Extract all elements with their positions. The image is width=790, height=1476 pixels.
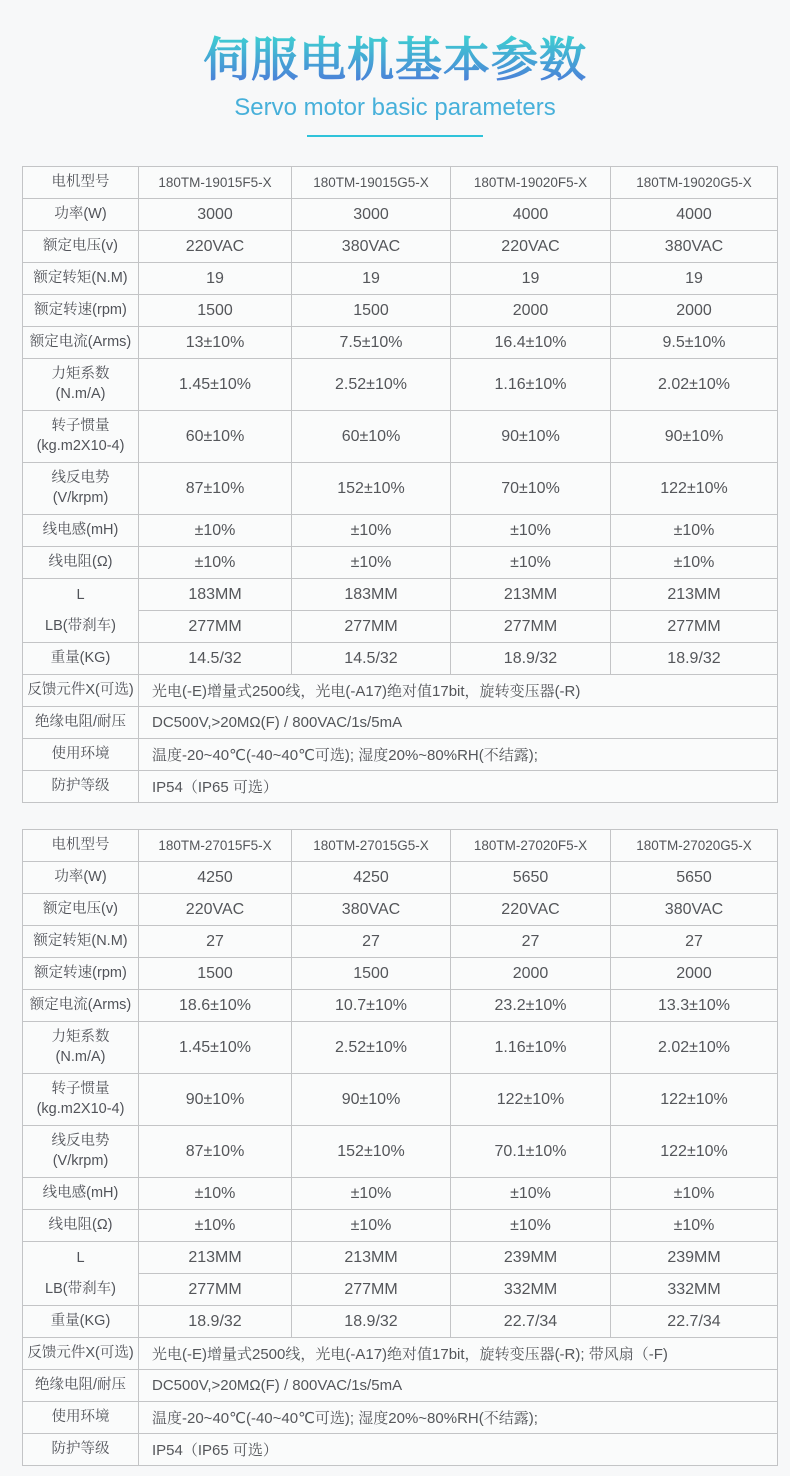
row-label-text: 转子惯量 <box>51 1080 110 1097</box>
row-label <box>23 643 139 675</box>
spec-note-cell: IP54（IP65 可选） <box>139 771 778 803</box>
spec-cell: 19 <box>451 263 611 295</box>
row-label <box>23 894 139 926</box>
row-label <box>23 830 139 862</box>
row-label-text: 反馈元件X(可选) <box>27 1344 134 1361</box>
spec-cell: 18.9/32 <box>611 643 778 675</box>
row-label <box>23 926 139 958</box>
row-label <box>23 327 139 359</box>
table-footer-row <box>23 1434 778 1466</box>
spec-cell: 19 <box>292 263 451 295</box>
row-label-text: 力矩系数 <box>51 365 110 382</box>
spec-cell: 16.4±10% <box>451 327 611 359</box>
table-row <box>23 1242 778 1274</box>
spec-cell: 2000 <box>611 958 778 990</box>
row-label <box>23 1402 139 1434</box>
spec-table-1-body <box>23 167 778 803</box>
row-label-text: 重量(KG) <box>50 649 111 666</box>
spec-cell: 277MM <box>139 611 292 643</box>
table-footer-row <box>23 1402 778 1434</box>
spec-cell: 3000 <box>139 199 292 231</box>
spec-cell: 5650 <box>451 862 611 894</box>
spec-cell: 14.5/32 <box>139 643 292 675</box>
spec-cell: ±10% <box>611 1178 778 1210</box>
row-label <box>23 1074 139 1126</box>
table-row <box>23 359 778 411</box>
spec-cell: 380VAC <box>611 231 778 263</box>
spec-cell: 122±10% <box>611 1074 778 1126</box>
spec-cell: 277MM <box>292 1274 451 1306</box>
spec-cell: ±10% <box>292 515 451 547</box>
table-row <box>23 990 778 1022</box>
row-label-text: 功率(W) <box>54 205 107 222</box>
spec-cell: 183MM <box>139 579 292 611</box>
spec-cell: 1500 <box>292 958 451 990</box>
table-row <box>23 643 778 675</box>
row-label-text: 绝缘电阻/耐压 <box>34 713 127 730</box>
table-row <box>23 1074 778 1126</box>
spec-cell: 122±10% <box>611 1126 778 1178</box>
spec-cell: 22.7/34 <box>611 1306 778 1338</box>
spec-note-cell: DC500V,>20MΩ(F) / 800VAC/1s/5mA <box>139 1370 778 1402</box>
spec-cell: 4250 <box>292 862 451 894</box>
table-footer-row <box>23 771 778 803</box>
row-label <box>23 862 139 894</box>
spec-cell: 213MM <box>451 579 611 611</box>
spec-cell: ±10% <box>292 547 451 579</box>
row-label-text: 额定转矩(N.M) <box>33 932 128 949</box>
spec-cell: 332MM <box>451 1274 611 1306</box>
spec-cell: 7.5±10% <box>292 327 451 359</box>
spec-cell: 332MM <box>611 1274 778 1306</box>
row-label-group-wrap <box>23 1243 138 1305</box>
row-label <box>23 739 139 771</box>
row-label <box>23 167 139 199</box>
spec-note-cell: 温度-20~40℃(-40~40℃可选); 湿度20%~80%RH(不结露); <box>139 739 778 771</box>
table-row <box>23 547 778 579</box>
spec-table-1 <box>22 166 778 803</box>
row-label-text: 重量(KG) <box>50 1312 111 1329</box>
spec-cell: 22.7/34 <box>451 1306 611 1338</box>
spec-cell: 122±10% <box>451 1074 611 1126</box>
spec-cell: 1500 <box>139 295 292 327</box>
spec-cell: 180TM-19015F5-X <box>139 167 292 199</box>
row-label-text: 额定电压(v) <box>43 237 118 254</box>
spec-cell: 27 <box>611 926 778 958</box>
spec-cell: 18.6±10% <box>139 990 292 1022</box>
row-label-text: 防护等级 <box>51 1440 110 1457</box>
row-label <box>23 295 139 327</box>
spec-cell: ±10% <box>292 1178 451 1210</box>
spec-cell: 220VAC <box>451 894 611 926</box>
spec-cell: 180TM-27015G5-X <box>292 830 451 862</box>
spec-cell: 23.2±10% <box>451 990 611 1022</box>
spec-note-cell: DC500V,>20MΩ(F) / 800VAC/1s/5mA <box>139 707 778 739</box>
table-row <box>23 1178 778 1210</box>
spec-cell: 60±10% <box>139 411 292 463</box>
spec-cell: 239MM <box>611 1242 778 1274</box>
row-label-text: 额定电压(v) <box>43 900 118 917</box>
row-label-sub: (kg.m2X10-4) <box>36 437 125 454</box>
table-row <box>23 1210 778 1242</box>
spec-cell: 1500 <box>139 958 292 990</box>
spec-cell: 2.52±10% <box>292 359 451 411</box>
spec-cell: 2000 <box>611 295 778 327</box>
row-label-text: 力矩系数 <box>51 1028 110 1045</box>
spec-cell: 277MM <box>451 611 611 643</box>
row-label-text: 线电阻(Ω) <box>48 553 113 570</box>
spec-cell: ±10% <box>451 1178 611 1210</box>
table-row <box>23 327 778 359</box>
spec-cell: 27 <box>139 926 292 958</box>
spec-cell: 180TM-19020F5-X <box>451 167 611 199</box>
row-label: L <box>76 586 85 603</box>
spec-cell: 380VAC <box>611 894 778 926</box>
row-label <box>23 1370 139 1402</box>
spec-cell: 2000 <box>451 958 611 990</box>
row-label-sub: (N.m/A) <box>55 385 106 402</box>
spec-cell: 90±10% <box>611 411 778 463</box>
spec-cell: 90±10% <box>292 1074 451 1126</box>
row-label <box>23 707 139 739</box>
spec-cell: 1.45±10% <box>139 359 292 411</box>
spec-cell: 152±10% <box>292 463 451 515</box>
spec-cell: 2.52±10% <box>292 1022 451 1074</box>
spec-cell: 277MM <box>139 1274 292 1306</box>
row-label-text: 使用环境 <box>51 745 110 762</box>
spec-cell: 1500 <box>292 295 451 327</box>
table-row <box>23 926 778 958</box>
table-row <box>23 167 778 199</box>
spec-cell: 2.02±10% <box>611 359 778 411</box>
spec-note-cell: 光电(-E)增量式2500线，光电(-A17)绝对值17bit，旋转变压器(-R); 带风扇（-F) <box>139 1338 778 1370</box>
row-label <box>23 1022 139 1074</box>
row-label: L <box>76 1249 85 1266</box>
spec-cell: 4000 <box>611 199 778 231</box>
table-footer-row <box>23 675 778 707</box>
table-row <box>23 515 778 547</box>
spec-cell: ±10% <box>139 1178 292 1210</box>
row-label-group-wrap <box>23 580 138 642</box>
spec-table-2-body <box>23 830 778 1466</box>
row-label <box>23 1434 139 1466</box>
row-label-text: 线反电势 <box>51 469 110 486</box>
row-label-text: 额定转矩(N.M) <box>33 269 128 286</box>
table-row <box>23 958 778 990</box>
spec-cell: 183MM <box>292 579 451 611</box>
row-label-text: 额定转速(rpm) <box>34 964 127 981</box>
spec-cell: 1.45±10% <box>139 1022 292 1074</box>
spec-cell: 90±10% <box>451 411 611 463</box>
spec-cell: ±10% <box>451 547 611 579</box>
spec-cell: 122±10% <box>611 463 778 515</box>
spec-cell: 213MM <box>292 1242 451 1274</box>
spec-note-cell: IP54（IP65 可选） <box>139 1434 778 1466</box>
spec-table-2 <box>22 829 778 1466</box>
table-row <box>23 894 778 926</box>
spec-cell: 2000 <box>451 295 611 327</box>
table-footer-row <box>23 739 778 771</box>
spec-cell: 380VAC <box>292 231 451 263</box>
table-row <box>23 830 778 862</box>
row-label <box>23 1178 139 1210</box>
table-footer-row <box>23 1338 778 1370</box>
spec-cell: 9.5±10% <box>611 327 778 359</box>
table-row <box>23 263 778 295</box>
row-label <box>23 231 139 263</box>
table-row <box>23 1022 778 1074</box>
table-row <box>23 231 778 263</box>
row-label-text: 转子惯量 <box>51 417 110 434</box>
spec-cell: 13±10% <box>139 327 292 359</box>
spec-cell: 277MM <box>292 611 451 643</box>
spec-cell: 70.1±10% <box>451 1126 611 1178</box>
row-label-group <box>23 1242 139 1306</box>
row-label-text: 使用环境 <box>51 1408 110 1425</box>
spec-cell: 2.02±10% <box>611 1022 778 1074</box>
spec-cell: 27 <box>292 926 451 958</box>
row-label-text: 功率(W) <box>54 868 107 885</box>
row-label-text: 额定转速(rpm) <box>34 301 127 318</box>
spec-cell: ±10% <box>139 515 292 547</box>
spec-cell: 4250 <box>139 862 292 894</box>
spec-cell: 220VAC <box>139 894 292 926</box>
spec-cell: 10.7±10% <box>292 990 451 1022</box>
spec-cell: 18.9/32 <box>451 643 611 675</box>
spec-cell: 14.5/32 <box>292 643 451 675</box>
table-row <box>23 463 778 515</box>
spec-cell: 5650 <box>611 862 778 894</box>
table-row <box>23 579 778 611</box>
spec-cell: ±10% <box>611 1210 778 1242</box>
row-label <box>23 411 139 463</box>
page-title: 伺服电机基本参数 <box>203 33 587 86</box>
spec-cell: ±10% <box>611 515 778 547</box>
table-row <box>23 295 778 327</box>
table-footer-row <box>23 707 778 739</box>
spec-cell: 180TM-27015F5-X <box>139 830 292 862</box>
table-row <box>23 1306 778 1338</box>
row-label <box>23 547 139 579</box>
row-label <box>23 675 139 707</box>
spec-cell: 18.9/32 <box>292 1306 451 1338</box>
row-label <box>23 463 139 515</box>
spec-cell: 380VAC <box>292 894 451 926</box>
spec-cell: 1.16±10% <box>451 1022 611 1074</box>
row-label-sub: (V/krpm) <box>52 489 109 506</box>
spec-cell: 152±10% <box>292 1126 451 1178</box>
row-label-text: 反馈元件X(可选) <box>27 681 134 698</box>
spec-cell: 220VAC <box>451 231 611 263</box>
row-label-sub: (V/krpm) <box>52 1152 109 1169</box>
spec-note-cell: 光电(-E)增量式2500线，光电(-A17)绝对值17bit，旋转变压器(-R) <box>139 675 778 707</box>
row-label <box>23 990 139 1022</box>
row-label-sub: (kg.m2X10-4) <box>36 1100 125 1117</box>
table-row <box>23 862 778 894</box>
row-label-text: 线电感(mH) <box>42 521 119 538</box>
spec-note-cell: 温度-20~40℃(-40~40℃可选); 湿度20%~80%RH(不结露); <box>139 1402 778 1434</box>
spec-cell: 213MM <box>611 579 778 611</box>
spec-cell: 180TM-27020G5-X <box>611 830 778 862</box>
table-row <box>23 411 778 463</box>
row-label-text: 线电感(mH) <box>42 1184 119 1201</box>
row-label: LB(带刹车) <box>45 617 116 634</box>
page-header <box>0 0 790 137</box>
spec-cell: 239MM <box>451 1242 611 1274</box>
row-label-sub: (N.m/A) <box>55 1048 106 1065</box>
spec-cell: 180TM-19015G5-X <box>292 167 451 199</box>
row-label <box>23 771 139 803</box>
table-footer-row <box>23 1370 778 1402</box>
spec-cell: ±10% <box>451 515 611 547</box>
spec-cell: 19 <box>611 263 778 295</box>
row-label <box>23 199 139 231</box>
row-label-text: 电机型号 <box>51 836 110 853</box>
spec-cell: 27 <box>451 926 611 958</box>
row-label-text: 额定电流(Arms) <box>29 996 132 1013</box>
spec-cell: ±10% <box>451 1210 611 1242</box>
row-label-text: 防护等级 <box>51 777 110 794</box>
row-label-text: 电机型号 <box>51 173 110 190</box>
row-label-group <box>23 579 139 643</box>
spec-cell: 70±10% <box>451 463 611 515</box>
row-label-text: 线反电势 <box>51 1132 110 1149</box>
row-label <box>23 263 139 295</box>
spec-cell: 220VAC <box>139 231 292 263</box>
title-underline <box>307 135 483 137</box>
row-label-text: 绝缘电阻/耐压 <box>34 1376 127 1393</box>
spec-cell: 60±10% <box>292 411 451 463</box>
spec-cell: ±10% <box>139 1210 292 1242</box>
spec-cell: 3000 <box>292 199 451 231</box>
spec-cell: 180TM-19020G5-X <box>611 167 778 199</box>
page-subtitle: Servo motor basic parameters <box>234 94 556 122</box>
row-label <box>23 515 139 547</box>
table-row <box>23 1126 778 1178</box>
spec-cell: 1.16±10% <box>451 359 611 411</box>
row-label <box>23 1306 139 1338</box>
row-label: LB(带刹车) <box>45 1280 116 1297</box>
spec-cell: 213MM <box>139 1242 292 1274</box>
spec-cell: ±10% <box>611 547 778 579</box>
spec-cell: 277MM <box>611 611 778 643</box>
spec-cell: 13.3±10% <box>611 990 778 1022</box>
row-label-text: 线电阻(Ω) <box>48 1216 113 1233</box>
spec-cell: 87±10% <box>139 463 292 515</box>
row-label <box>23 1210 139 1242</box>
spec-cell: 4000 <box>451 199 611 231</box>
table-row <box>23 199 778 231</box>
row-label <box>23 1126 139 1178</box>
row-label <box>23 958 139 990</box>
spec-cell: 18.9/32 <box>139 1306 292 1338</box>
row-label <box>23 359 139 411</box>
spec-cell: ±10% <box>139 547 292 579</box>
row-label-text: 额定电流(Arms) <box>29 333 132 350</box>
spec-cell: 87±10% <box>139 1126 292 1178</box>
spec-cell: 90±10% <box>139 1074 292 1126</box>
spec-cell: 180TM-27020F5-X <box>451 830 611 862</box>
spec-cell: ±10% <box>292 1210 451 1242</box>
spec-cell: 19 <box>139 263 292 295</box>
row-label <box>23 1338 139 1370</box>
